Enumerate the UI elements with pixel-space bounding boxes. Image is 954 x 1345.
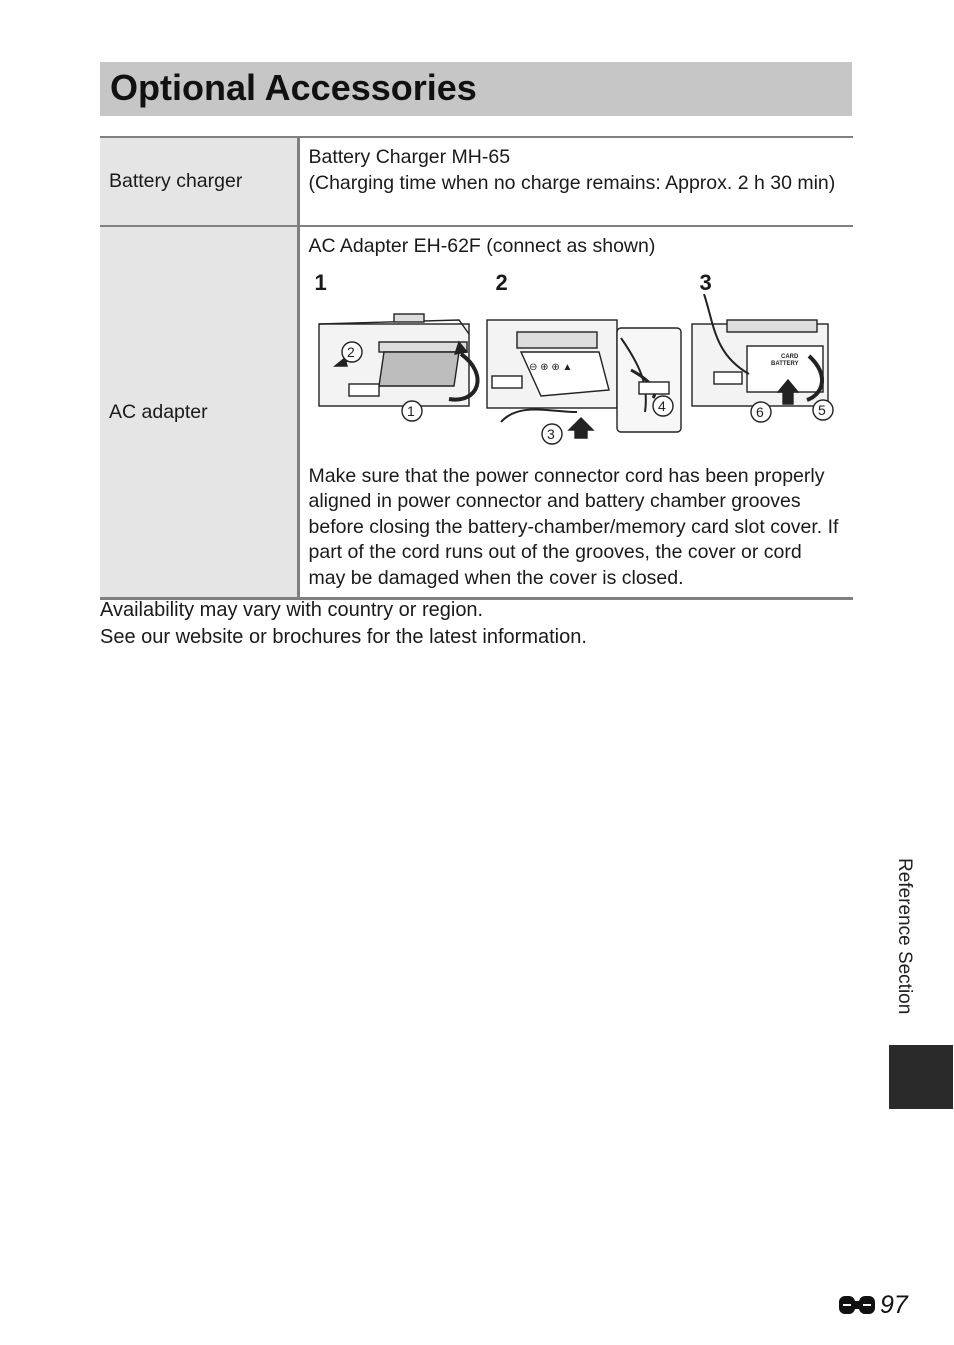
section-name: Reference Section xyxy=(894,858,915,1015)
callout-number: 4 xyxy=(657,397,666,414)
page-title: Optional Accessories xyxy=(110,67,477,108)
charging-time: (Charging time when no charge remains: Approx. 2 h 30 min) xyxy=(308,171,836,194)
diagram-graphic xyxy=(309,294,839,464)
callout-number: 5 xyxy=(817,401,826,418)
arrow-up-icon xyxy=(569,418,593,438)
cord-alignment-note: Make sure that the power connector cord has been properly aligned in power connector and battery chamber grooves before closing the battery-chamber/memory card slot cover. If part of the cord runs out of the grooves, the cover or cord may be damaged when the cover is closed. xyxy=(308,464,839,589)
availability-note xyxy=(100,597,587,651)
table-row xyxy=(100,226,853,599)
charger-model: Battery Charger MH-65 xyxy=(308,146,511,168)
page-number xyxy=(838,1288,908,1322)
connection-illustration xyxy=(309,264,844,464)
step-number: 3 xyxy=(699,269,712,295)
step-number: 1 xyxy=(314,269,327,295)
camera-bottom-1 xyxy=(319,314,478,406)
callout-number: 1 xyxy=(406,402,415,419)
diagram-text: BATTERY xyxy=(770,360,799,367)
title-bar xyxy=(100,62,852,116)
row-label: Battery charger xyxy=(100,137,298,226)
page-number-text: 97 xyxy=(880,1290,908,1319)
camera-bottom-3 xyxy=(692,294,828,406)
callout-number: 6 xyxy=(755,403,764,420)
section-tab-label xyxy=(893,858,923,1028)
svg-text:⊖ ⊕ ⊕ ▲: ⊖ ⊕ ⊕ ▲ xyxy=(528,361,572,373)
row-label: AC adapter xyxy=(100,226,298,599)
callout-number: 3 xyxy=(546,425,555,442)
callout-number: 2 xyxy=(346,343,355,360)
section-tab-block xyxy=(889,1045,953,1109)
table-row xyxy=(100,137,853,226)
diagram-text: CARD xyxy=(780,353,798,360)
camera-bottom-2 xyxy=(487,320,681,432)
binoculars-e-icon xyxy=(838,1293,878,1317)
footer-line: See our website or brochures for the latest information. xyxy=(100,626,587,648)
footer-line: Availability may vary with country or region. xyxy=(100,599,484,621)
accessories-table xyxy=(100,136,853,600)
adapter-model: AC Adapter EH-62F (connect as shown) xyxy=(308,235,656,257)
step-number: 2 xyxy=(495,269,508,295)
row-content xyxy=(298,137,853,226)
row-content xyxy=(298,226,853,599)
